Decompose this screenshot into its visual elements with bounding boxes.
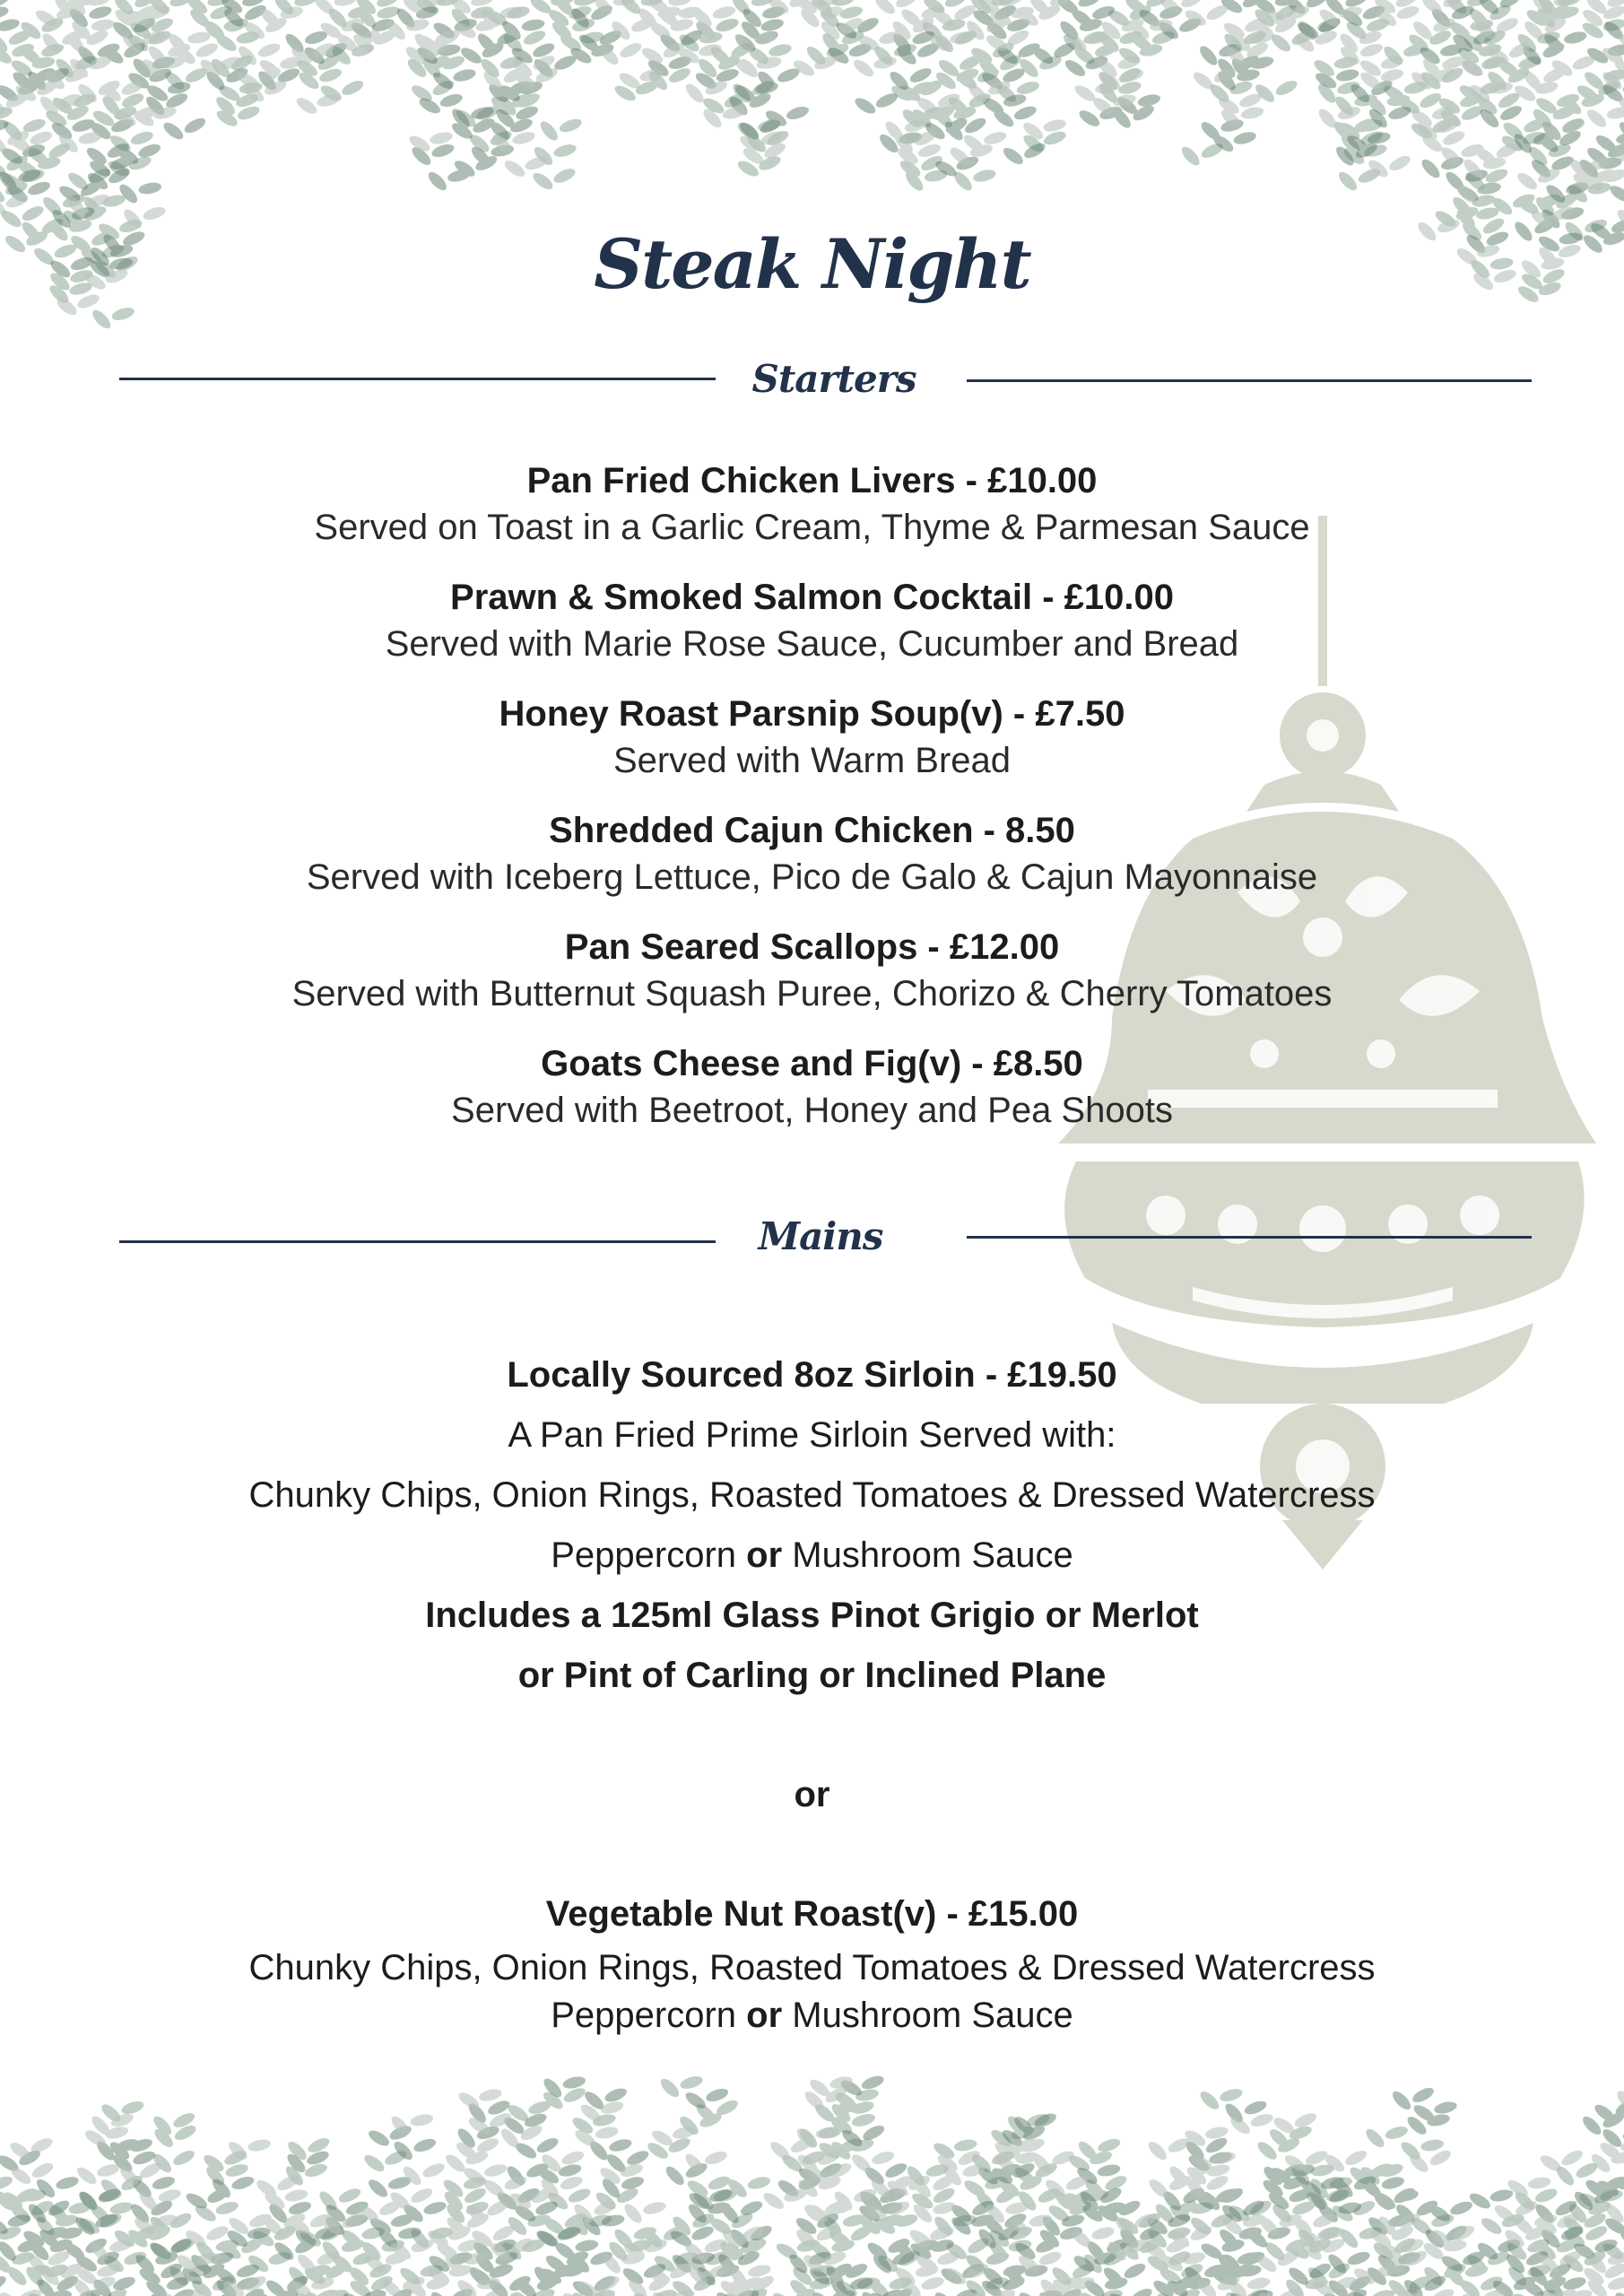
item-name: Goats Cheese and Fig(v) - £8.50	[541, 1044, 1083, 1083]
foliage-bottom-decoration	[0, 2027, 1624, 2296]
divider-line	[967, 379, 1532, 382]
menu-item	[0, 1040, 1624, 1134]
sauce-option: Mushroom Sauce	[792, 1535, 1073, 1575]
sauce-option: Peppercorn	[551, 1996, 737, 2035]
foliage-top-decoration	[0, 0, 1624, 395]
divider-line	[967, 1236, 1532, 1239]
menu-item	[0, 574, 1624, 667]
starters-list	[0, 457, 1624, 1157]
or-separator: or	[794, 1775, 830, 1814]
item-description: Chunky Chips, Onion Rings, Roasted Tomatoes & Dressed Watercress	[248, 1948, 1376, 1987]
menu-item	[0, 457, 1624, 551]
sauce-or: or	[746, 1535, 783, 1575]
item-description: Chunky Chips, Onion Rings, Roasted Tomatoes & Dressed Watercress	[248, 1475, 1376, 1515]
divider-line	[119, 378, 716, 380]
item-description: Served with Marie Rose Sauce, Cucumber and Bread	[385, 624, 1239, 664]
item-description: A Pan Fried Prime Sirloin Served with:	[508, 1415, 1116, 1455]
item-name: Honey Roast Parsnip Soup(v) - £7.50	[499, 694, 1125, 734]
item-name: Shredded Cajun Chicken - 8.50	[549, 811, 1075, 850]
menu-item	[0, 807, 1624, 900]
sauce-option: Peppercorn	[551, 1535, 737, 1575]
divider-line	[119, 1240, 716, 1243]
item-name: Prawn & Smoked Salmon Cocktail - £10.00	[450, 578, 1174, 617]
sauce-option: Mushroom Sauce	[792, 1996, 1073, 2035]
item-description: Served with Iceberg Lettuce, Pico de Galo & Cajun Mayonnaise	[306, 857, 1318, 897]
item-description: Served with Butternut Squash Puree, Chorizo & Cherry Tomatoes	[291, 974, 1333, 1013]
section-heading-starters: Starters	[751, 357, 916, 401]
item-description: Served on Toast in a Garlic Cream, Thyme & Parmesan Sauce	[314, 508, 1310, 547]
menu-item	[0, 691, 1624, 784]
item-name: Locally Sourced 8oz Sirloin - £19.50	[507, 1355, 1117, 1395]
sauce-or: or	[746, 1996, 783, 2035]
sauce-choice	[0, 1992, 1624, 2039]
drink-offer: or Pint of Carling or Inclined Plane	[517, 1656, 1107, 1695]
menu-item	[0, 924, 1624, 1017]
page-title: Steak Night	[594, 224, 1030, 304]
section-heading-mains: Mains	[758, 1214, 883, 1258]
sauce-choice	[0, 1526, 1624, 1586]
item-name: Pan Fried Chicken Livers - £10.00	[526, 461, 1098, 500]
item-name: Vegetable Nut Roast(v) - £15.00	[545, 1894, 1079, 1934]
item-description: Served with Warm Bread	[612, 741, 1012, 780]
mains-list	[0, 1345, 1624, 2039]
item-description: Served with Beetroot, Honey and Pea Shoots	[451, 1091, 1173, 1130]
item-name: Pan Seared Scallops - £12.00	[564, 927, 1060, 967]
drink-offer: Includes a 125ml Glass Pinot Grigio or Merlot	[425, 1596, 1199, 1635]
